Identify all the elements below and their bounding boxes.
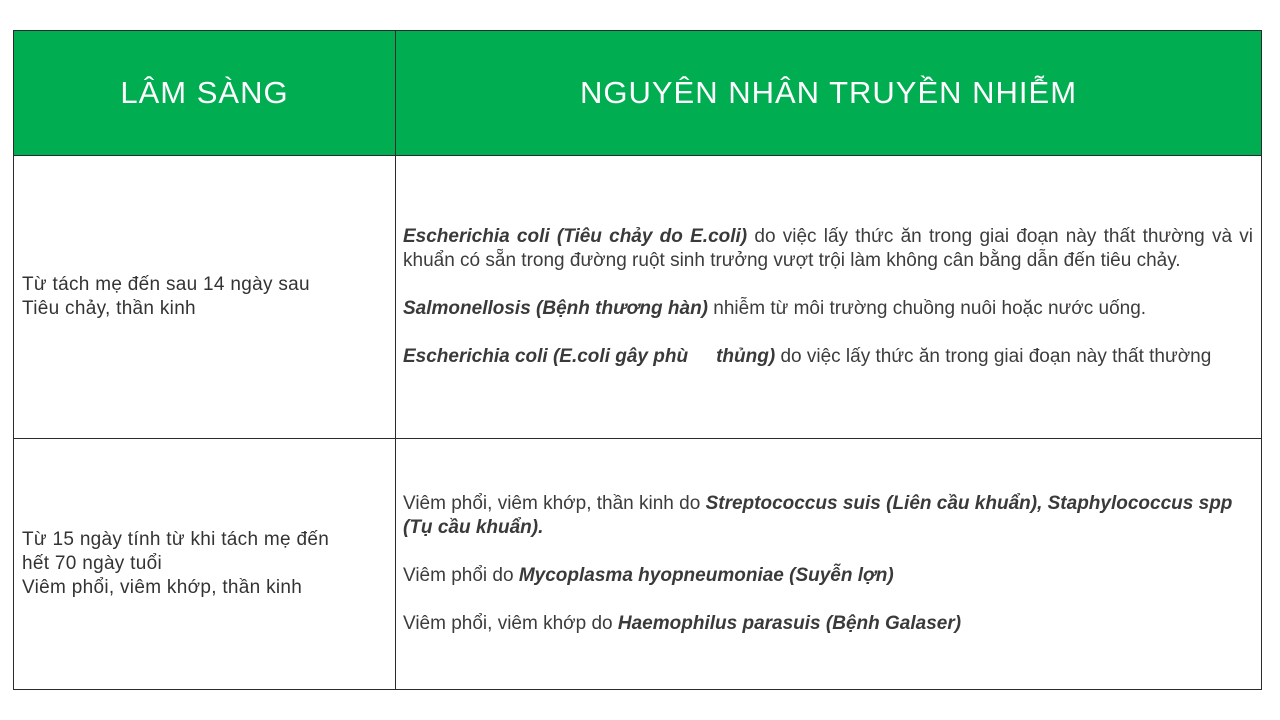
cause-text: do việc lấy thức ăn trong giai đoạn này thất thường và vi khuẩn có sẵn trong đường ruột sinh trưởng vượt trội làm không cân bằng dẫn đến tiêu chảy. — [403, 226, 1253, 271]
pathogen-name: Escherichia coli (E.coli gây phù — [403, 346, 689, 367]
cause-text: Viêm phổi, viêm khớp do — [403, 613, 618, 634]
disease-table — [13, 30, 1262, 690]
pathogen-name: Salmonellosis (Bệnh thương hàn) — [403, 298, 709, 319]
row2-cause-2 — [403, 564, 1253, 588]
row2-clinical — [14, 439, 396, 689]
cause-text: nhiễm từ môi trường chuồng nuôi hoặc nước uống. — [708, 298, 1147, 319]
row2-cause-3 — [403, 612, 1253, 636]
row1-clinical-line1: Từ tách mẹ đến sau 14 ngày sau — [22, 274, 310, 295]
pathogen-name: Streptococcus suis (Liên cầu khuẩn), Staphylococcus spp (Tụ cầu khuẩn). — [403, 493, 1233, 538]
header-clinical — [14, 31, 396, 156]
row1-causes — [396, 156, 1261, 439]
cause-text: Viêm phổi do — [403, 565, 519, 586]
header-clinical-label: LÂM SÀNG — [120, 75, 289, 110]
header-cause-label: NGUYÊN NHÂN TRUYỀN NHIỄM — [579, 75, 1078, 110]
pathogen-name: Mycoplasma hyopneumoniae (Suyễn lợn) — [518, 565, 894, 586]
cause-text: do việc lấy thức ăn trong giai đoạn này thất thường — [775, 346, 1212, 367]
header-cause — [396, 31, 1261, 156]
row2-clinical-line3: Viêm phổi, viêm khớp, thần kinh — [22, 577, 303, 598]
row1-cause-2 — [403, 297, 1253, 321]
row2-clinical-line1: Từ 15 ngày tính từ khi tách mẹ đến — [22, 529, 330, 550]
cause-text: Viêm phổi, viêm khớp, thần kinh do — [403, 493, 706, 514]
row2-cause-1 — [403, 492, 1253, 540]
pathogen-name: Escherichia coli (Tiêu chảy do E.coli) — [403, 226, 748, 247]
row1-cause-1 — [403, 225, 1253, 273]
pathogen-name: Haemophilus parasuis (Bệnh Galaser) — [617, 613, 962, 634]
pathogen-name-cont: thủng) — [716, 346, 776, 367]
row2-clinical-line2: hết 70 ngày tuổi — [22, 553, 163, 574]
row1-clinical — [14, 156, 396, 439]
row2-causes — [396, 439, 1261, 689]
row1-cause-3 — [403, 345, 1253, 369]
row1-clinical-line2: Tiêu chảy, thần kinh — [22, 298, 196, 319]
